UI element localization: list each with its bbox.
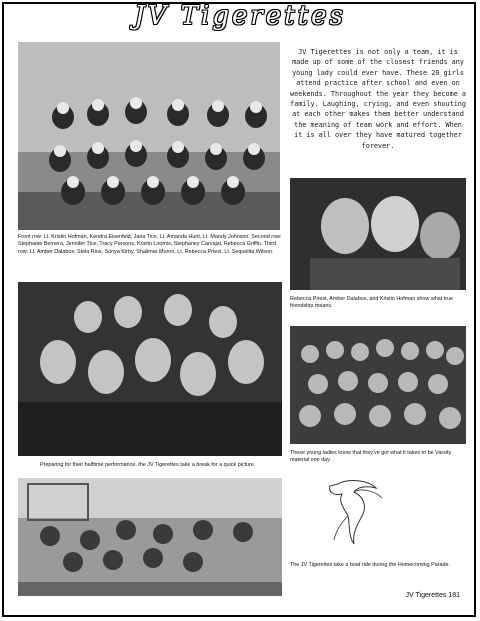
three-girls-photo [290,178,466,290]
dancer-drawing [318,476,388,550]
varsity-caption: These young ladies know that they've got what it takes to be Varsity material one day. [290,450,452,464]
three-girls-image [290,178,466,290]
halftime-image [18,282,282,456]
team-photo-caption: Front row: Lt. Kristin Hofman, Kendra Eisenfeld, Jana Tice, Lt. Amanda Hunt, Lt. Mandy Johnson. Second row: Stephanie Bernera, Jennifer Tice, Tracy Parsons, Kristin Loomis, Stephaney Carvajal, Rebecca Griffin. Third row: Lt. Amber Dalabos, Stela Rios, Sonya Kirby, Shalimar Munro, Lt. Rebecca Priest, Lt. Sequelita Wilson. [18,234,282,255]
halftime-caption: Preparing for their halftime performance, the JV Tigerettes take a break for a quick picture. [40,462,256,468]
three-girls-caption: Rebecca Priest, Amber Dalabos, and Kristin Hofman show what true friendship means. [290,296,453,310]
homecoming-caption: The JV Tigerettes take a boat ride during the Homecoming Parade. [290,562,451,568]
varsity-photo [290,326,466,444]
page-number: JV Tigerettes 181 [405,592,460,599]
intro-paragraph: JV Tigerettes is not only a team, it is made up of some of the closest friends any young lady could ever have. These 20 girls attend practice after school and even on weekends. Throughout the year they become a family. Laughing, crying, and even shouting at each other makes them better understand the meaning of team work and effort. When it is all over they have matured together forever. [290,48,466,150]
homecoming-image [18,478,282,596]
team-photo [18,42,280,230]
page-title: JV Tigerettes [134,1,346,31]
halftime-photo [18,282,282,456]
varsity-image [290,326,466,444]
team-photo-image [18,42,280,230]
dancer-sketch [318,476,388,550]
homecoming-photo [18,478,282,596]
